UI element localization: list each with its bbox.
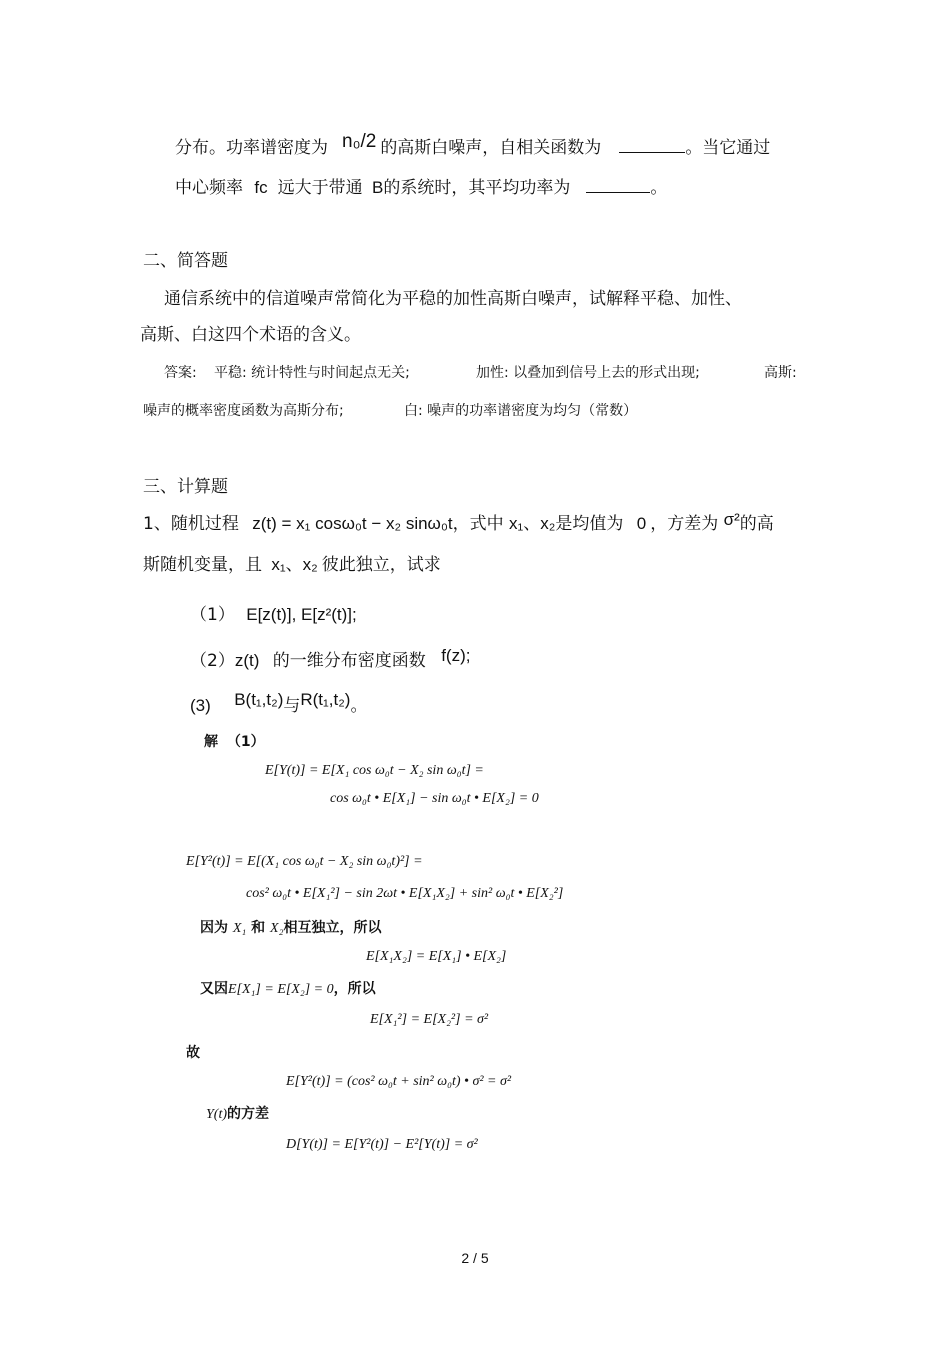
equation: cos ω₀t • E[X₁] − sin ω₀t • E[X₂] = 0 bbox=[330, 791, 539, 806]
equation: E[X₁] = E[X₂] = 0 bbox=[228, 982, 334, 997]
text: 斯随机变量，且 bbox=[143, 555, 262, 575]
text: 的方差 bbox=[227, 1106, 269, 1122]
answer-white: 白: 噪声的功率谱密度为均匀（常数） bbox=[404, 403, 638, 419]
equation: cos² ω₀t • E[X₁²] − sin 2ωt • E[X₁X₂] + sin² ω₀t • E[X₂²] bbox=[246, 886, 564, 901]
equation: E[Y²(t)] = E[(X₁ cos ω₀t − X₂ sin ω₀t)²] = bbox=[186, 854, 423, 869]
text: 又因 bbox=[200, 981, 228, 997]
q1-vars: x₁、x₂ bbox=[509, 514, 556, 533]
equation: E[Y(t)] = E[X₁ cos ω₀t − X₂ sin ω₀t] = bbox=[265, 763, 484, 778]
q1-sigma: σ² bbox=[723, 510, 740, 529]
var-zt: z(t) bbox=[234, 651, 260, 670]
text: 相互独立，所以 bbox=[283, 920, 382, 936]
text: 中心频率 bbox=[175, 178, 243, 198]
text: 远大于带通 bbox=[277, 178, 363, 198]
answer-stationary: 平稳: 统计特性与时间起点无关; bbox=[214, 365, 410, 381]
text: 分布。功率谱密度为 bbox=[175, 138, 328, 158]
text: ，式中 bbox=[452, 514, 504, 534]
text: ，所以 bbox=[333, 981, 376, 997]
text: 1、随机过程 bbox=[143, 514, 239, 534]
var: X₂ bbox=[270, 921, 284, 936]
text: 的系统时，其平均功率为 bbox=[383, 178, 571, 198]
text: 是均值为 bbox=[555, 514, 624, 534]
var: Y(t) bbox=[206, 1107, 227, 1122]
answer-label: 答案: bbox=[164, 365, 197, 381]
formula-n0-over-2: n₀/2 bbox=[342, 131, 377, 152]
q1-zero: 0 bbox=[636, 514, 647, 533]
answer-gaussian-label: 高斯: bbox=[764, 365, 797, 381]
subquestion-2 bbox=[190, 646, 471, 672]
answer-gaussian: 噪声的概率密度函数为高斯分布; bbox=[143, 403, 344, 419]
var-B: B bbox=[372, 178, 384, 197]
q1-line1 bbox=[143, 510, 774, 535]
text: 。 bbox=[650, 178, 668, 198]
part: （1） bbox=[226, 734, 265, 750]
text: 的一维分布密度函数 bbox=[272, 651, 426, 671]
solution-label bbox=[204, 731, 265, 753]
text: 因为 bbox=[200, 920, 228, 936]
equation: D[Y(t)] = E[Y²(t)] − E²[Y(t)] = σ² bbox=[286, 1137, 478, 1152]
section2-heading: 二、简答题 bbox=[143, 251, 228, 271]
formula-B: B(t₁,t₂) bbox=[234, 690, 284, 709]
var-fc: fc bbox=[254, 178, 268, 197]
text-because bbox=[200, 917, 381, 940]
formula: E[z(t)], E[z²(t)]; bbox=[246, 605, 357, 624]
para1-line2 bbox=[175, 176, 667, 199]
label: (3) bbox=[190, 696, 211, 715]
text-therefore: 故 bbox=[186, 1045, 200, 1061]
subquestion-1 bbox=[190, 604, 357, 626]
text-also bbox=[200, 978, 376, 1001]
q1-line2 bbox=[143, 554, 441, 576]
q1-formula: z(t) = x₁ cosω₀t − x₂ sinω₀t bbox=[252, 514, 453, 533]
var: X₁ bbox=[232, 921, 247, 936]
text: 彼此独立，试求 bbox=[321, 555, 441, 575]
answer-blank bbox=[619, 136, 685, 153]
label: （2） bbox=[190, 651, 235, 671]
answer-blank bbox=[586, 176, 650, 193]
para1-line1 bbox=[175, 131, 771, 159]
section2-question-line2: 高斯、白这四个术语的含义。 bbox=[140, 325, 361, 345]
equation: E[Y²(t)] = (cos² ω₀t + sin² ω₀t) • σ² = σ² bbox=[286, 1074, 512, 1089]
formula-fz: f(z); bbox=[441, 646, 471, 665]
text: ，方差为 bbox=[650, 514, 719, 534]
text: 和 bbox=[251, 920, 266, 936]
label: 解 bbox=[204, 734, 218, 750]
equation: E[X₁X₂] = E[X₁] • E[X₂] bbox=[366, 949, 507, 964]
q1-vars: x₁、x₂ bbox=[271, 555, 318, 574]
text: 与 bbox=[283, 696, 301, 716]
section3-heading: 三、计算题 bbox=[143, 477, 228, 497]
text: 的高斯白噪声，自相关函数为 bbox=[380, 138, 602, 158]
text: 。 bbox=[350, 696, 368, 716]
page-number: 2 / 5 bbox=[461, 1250, 489, 1266]
formula-R: R(t₁,t₂) bbox=[300, 690, 351, 709]
text: 。当它通过 bbox=[685, 138, 771, 158]
answer-additive: 加性: 以叠加到信号上去的形式出现; bbox=[476, 365, 700, 381]
section2-question-line1: 通信系统中的信道噪声常简化为平稳的加性高斯白噪声，试解释平稳、加性、 bbox=[164, 289, 742, 309]
text: 的高 bbox=[739, 514, 774, 534]
text-variance bbox=[206, 1103, 269, 1126]
subquestion-3 bbox=[190, 690, 368, 717]
equation: E[X₁²] = E[X₂²] = σ² bbox=[370, 1012, 489, 1027]
label: （1） bbox=[190, 605, 235, 625]
